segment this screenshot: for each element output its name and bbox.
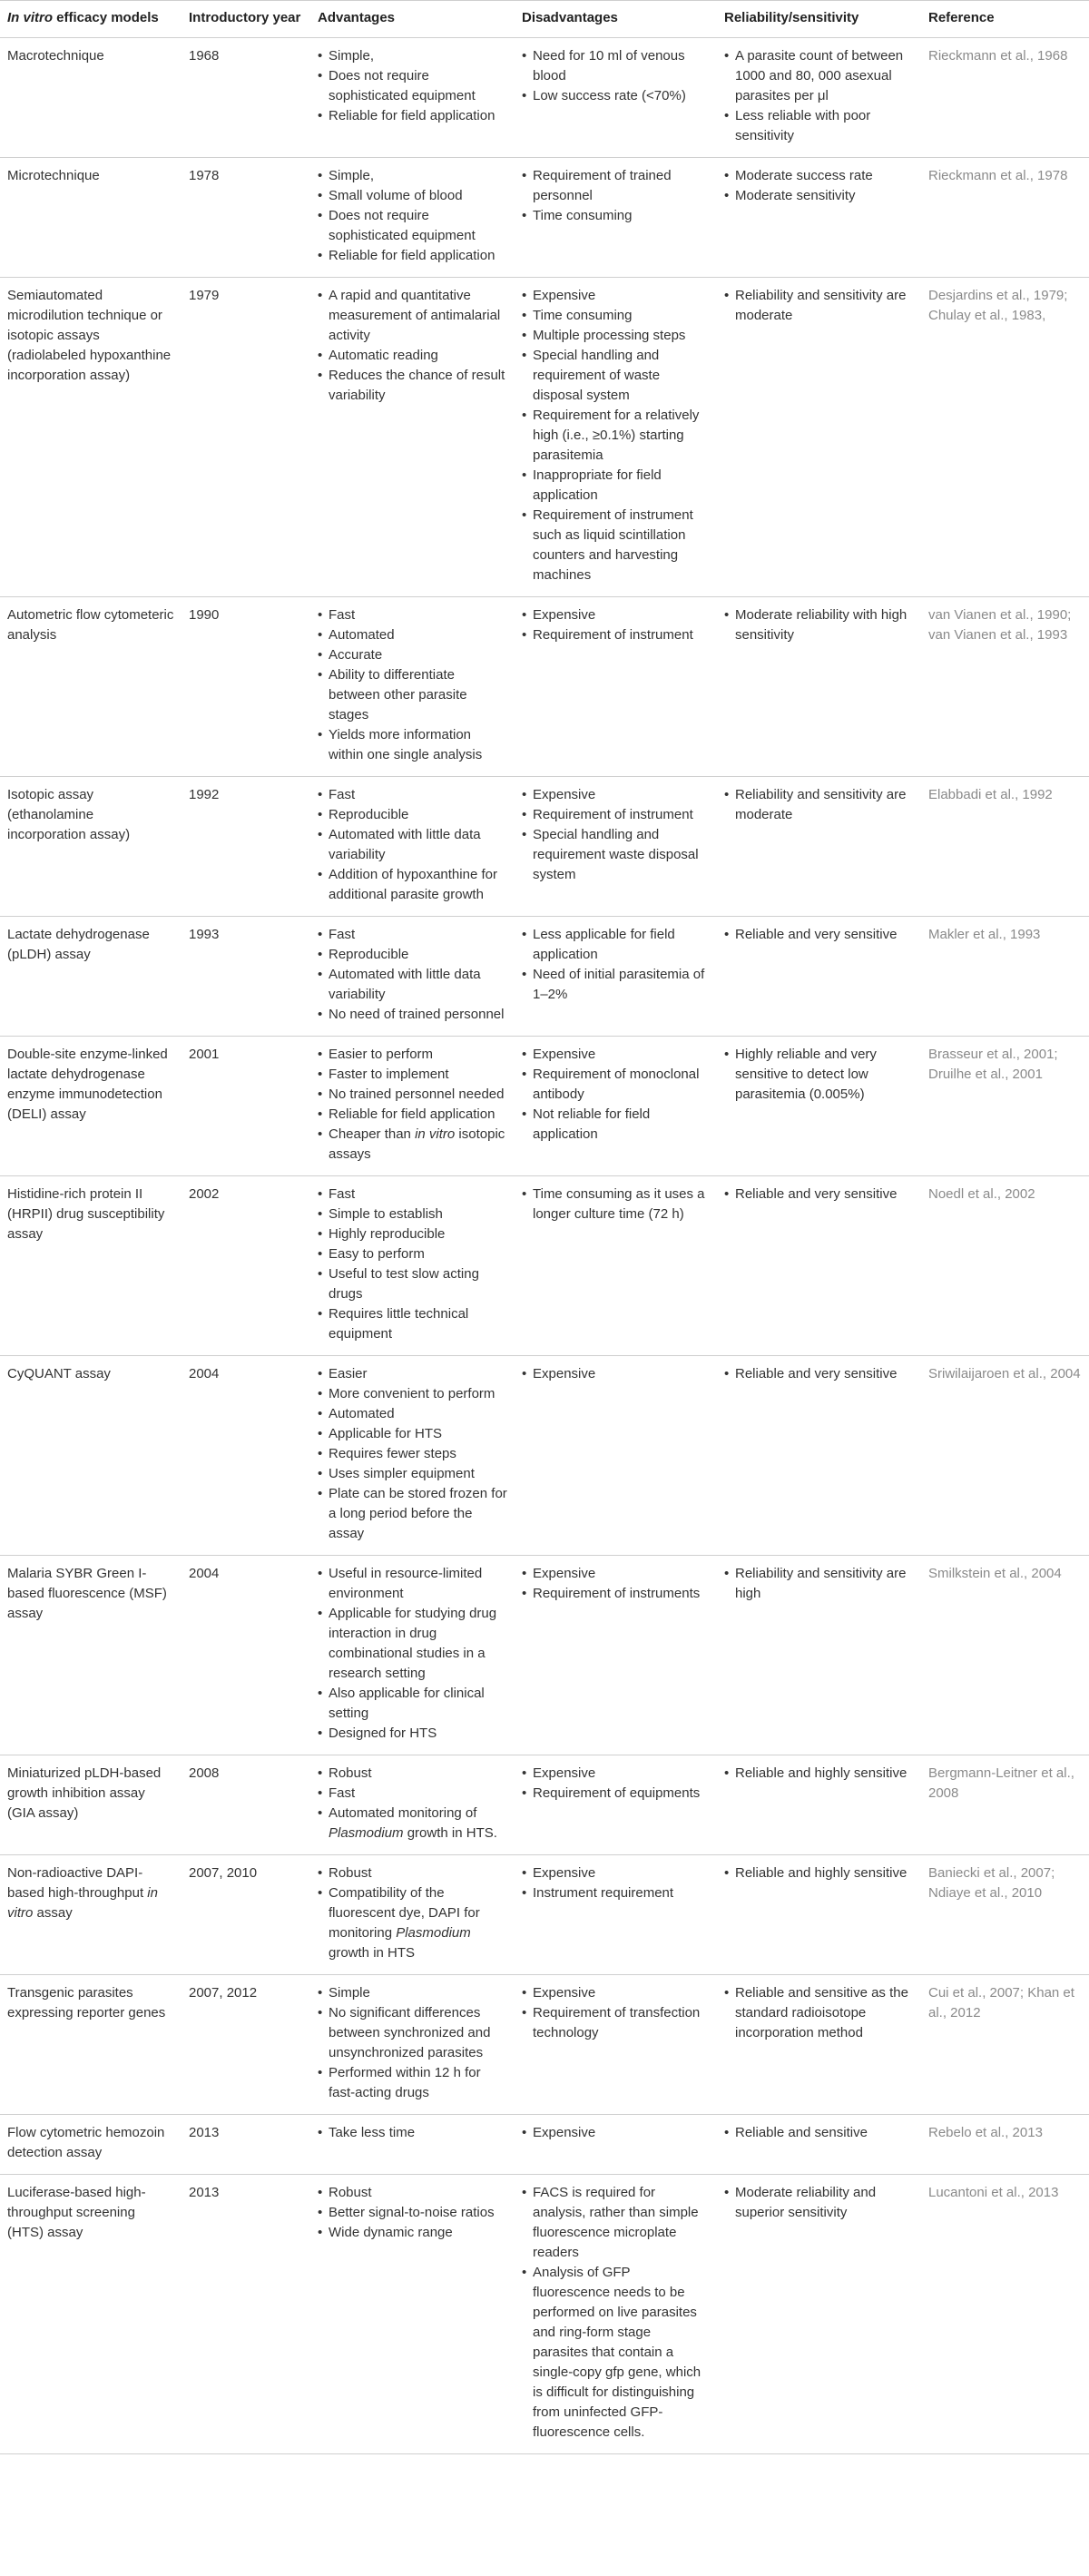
list-item: • Highly reliable and very sensitive to detect low parasitemia (0.005%)	[724, 1045, 914, 1105]
advantages-cell	[310, 278, 515, 597]
list-item: • Requirement of instruments	[522, 1584, 710, 1604]
year-cell: 1990	[182, 597, 310, 777]
list-item: • Reliable and very sensitive	[724, 1364, 914, 1384]
header-model-rest: efficacy models	[53, 10, 159, 25]
advantages-list	[318, 1045, 507, 1165]
list-item: • Robust	[318, 1863, 507, 1883]
advantages-cell	[310, 1176, 515, 1356]
year-cell: 2002	[182, 1176, 310, 1356]
list-item: • Easy to perform	[318, 1244, 507, 1264]
table-row	[0, 158, 1089, 278]
table-row	[0, 1037, 1089, 1176]
list-item: • Low success rate (<70%)	[522, 86, 710, 106]
list-item: • Time consuming	[522, 306, 710, 326]
model-cell: Isotopic assay (ethanolamine incorporation assay)	[0, 777, 182, 917]
advantages-list	[318, 2183, 507, 2243]
disadvantages-list	[522, 166, 710, 226]
reliability-cell	[717, 1975, 921, 2115]
reliability-cell	[717, 38, 921, 158]
list-item: • Simple,	[318, 166, 507, 186]
list-item: • Moderate reliability with high sensitivity	[724, 605, 914, 645]
list-item: • Compatibility of the fluorescent dye, DAPI for monitoring Plasmodium growth in HTS	[318, 1883, 507, 1963]
year-cell: 2013	[182, 2115, 310, 2175]
reliability-list	[724, 785, 914, 825]
reference-cell: Elabbadi et al., 1992	[921, 777, 1089, 917]
reliability-list	[724, 286, 914, 326]
reliability-list	[724, 1983, 914, 2043]
list-item: • Small volume of blood	[318, 186, 507, 206]
advantages-cell	[310, 1855, 515, 1975]
list-item: • Accurate	[318, 645, 507, 665]
reference-cell: Desjardins et al., 1979; Chulay et al., 1983,	[921, 278, 1089, 597]
list-item: • Reliable for field application	[318, 106, 507, 126]
list-item: • Expensive	[522, 1983, 710, 2003]
reference-cell: Sriwilaijaroen et al., 2004	[921, 1356, 1089, 1556]
list-item: • Expensive	[522, 2123, 710, 2143]
list-item: • A parasite count of between 1000 and 80, 000 asexual parasites per μl	[724, 46, 914, 106]
disadvantages-list	[522, 1764, 710, 1804]
disadvantages-cell	[515, 1755, 717, 1855]
header-reference: Reference	[921, 1, 1089, 38]
model-cell: Malaria SYBR Green I-based fluorescence (MSF) assay	[0, 1556, 182, 1755]
list-item: • Automated	[318, 625, 507, 645]
reference-cell: Smilkstein et al., 2004	[921, 1556, 1089, 1755]
list-item: • Simple,	[318, 46, 507, 66]
disadvantages-list	[522, 1045, 710, 1145]
reliability-cell	[717, 2175, 921, 2454]
header-reliability: Reliability/sensitivity	[717, 1, 921, 38]
reference-cell: Bergmann-Leitner et al., 2008	[921, 1755, 1089, 1855]
disadvantages-list	[522, 2123, 710, 2143]
list-item: • No trained personnel needed	[318, 1085, 507, 1105]
list-item: • Reproducible	[318, 805, 507, 825]
list-item: • Take less time	[318, 2123, 507, 2143]
disadvantages-list	[522, 46, 710, 106]
year-cell: 1993	[182, 917, 310, 1037]
reliability-cell	[717, 2115, 921, 2175]
list-item: • Useful in resource-limited environment	[318, 1564, 507, 1604]
list-item: • Ability to differentiate between other parasite stages	[318, 665, 507, 725]
list-item: • Robust	[318, 2183, 507, 2203]
advantages-cell	[310, 597, 515, 777]
list-item: • Performed within 12 h for fast-acting drugs	[318, 2063, 507, 2103]
list-item: • Expensive	[522, 1863, 710, 1883]
list-item: • Time consuming	[522, 206, 710, 226]
list-item: • Expensive	[522, 1045, 710, 1065]
year-cell: 2001	[182, 1037, 310, 1176]
reliability-cell	[717, 1755, 921, 1855]
reference-cell: Baniecki et al., 2007; Ndiaye et al., 2010	[921, 1855, 1089, 1975]
advantages-cell	[310, 1037, 515, 1176]
list-item: • Reduces the chance of result variability	[318, 366, 507, 406]
table-row	[0, 1975, 1089, 2115]
list-item: • Does not require sophisticated equipment	[318, 206, 507, 246]
list-item: • Wide dynamic range	[318, 2223, 507, 2243]
table-header	[0, 1, 1089, 38]
table-row	[0, 777, 1089, 917]
reference-cell: Lucantoni et al., 2013	[921, 2175, 1089, 2454]
list-item: • Requirement of equipments	[522, 1784, 710, 1804]
advantages-list	[318, 166, 507, 266]
year-cell: 1979	[182, 278, 310, 597]
list-item: • Instrument requirement	[522, 1883, 710, 1903]
disadvantages-list	[522, 286, 710, 585]
advantages-cell	[310, 2115, 515, 2175]
list-item: • Automated	[318, 1404, 507, 1424]
disadvantages-list	[522, 1185, 710, 1224]
advantages-cell	[310, 2175, 515, 2454]
table-row	[0, 1176, 1089, 1356]
disadvantages-cell	[515, 1037, 717, 1176]
disadvantages-cell	[515, 2115, 717, 2175]
advantages-list	[318, 925, 507, 1025]
list-item: • Moderate sensitivity	[724, 186, 914, 206]
list-item: • Reliable and highly sensitive	[724, 1764, 914, 1784]
list-item: • Expensive	[522, 1564, 710, 1584]
list-item: • Requirement for a relatively high (i.e., ≥0.1%) starting parasitemia	[522, 406, 710, 466]
list-item: • Plate can be stored frozen for a long period before the assay	[318, 1484, 507, 1544]
header-disadvantages: Disadvantages	[515, 1, 717, 38]
list-item: • A rapid and quantitative measurement of antimalarial activity	[318, 286, 507, 346]
advantages-cell	[310, 38, 515, 158]
list-item: • Yields more information within one single analysis	[318, 725, 507, 765]
reliability-list	[724, 1863, 914, 1883]
list-item: • Requires fewer steps	[318, 1444, 507, 1464]
year-cell: 2008	[182, 1755, 310, 1855]
advantages-list	[318, 1863, 507, 1963]
reliability-cell	[717, 917, 921, 1037]
list-item: • Less applicable for field application	[522, 925, 710, 965]
list-item: • Better signal-to-noise ratios	[318, 2203, 507, 2223]
list-item: • Expensive	[522, 1764, 710, 1784]
list-item: • Cheaper than in vitro isotopic assays	[318, 1125, 507, 1165]
reliability-list	[724, 2123, 914, 2143]
advantages-list	[318, 1564, 507, 1744]
table-body	[0, 38, 1089, 2454]
advantages-list	[318, 1983, 507, 2103]
model-cell: Histidine-rich protein II (HRPII) drug susceptibility assay	[0, 1176, 182, 1356]
list-item: • Reliability and sensitivity are high	[724, 1564, 914, 1604]
list-item: • Requires little technical equipment	[318, 1304, 507, 1344]
model-cell: Microtechnique	[0, 158, 182, 278]
list-item: • Automated with little data variability	[318, 825, 507, 865]
list-item: • Applicable for HTS	[318, 1424, 507, 1444]
advantages-list	[318, 1185, 507, 1344]
reference-cell: Rieckmann et al., 1978	[921, 158, 1089, 278]
header-model	[0, 1, 182, 38]
list-item: • Special handling and requirement waste disposal system	[522, 825, 710, 885]
header-year: Introductory year	[182, 1, 310, 38]
list-item: • Requirement of instrument	[522, 805, 710, 825]
reliability-cell	[717, 1556, 921, 1755]
model-cell: Lactate dehydrogenase (pLDH) assay	[0, 917, 182, 1037]
list-item: • Reliable for field application	[318, 1105, 507, 1125]
model-cell: Macrotechnique	[0, 38, 182, 158]
year-cell: 2004	[182, 1356, 310, 1556]
table-row	[0, 1556, 1089, 1755]
list-item: • Moderate success rate	[724, 166, 914, 186]
reliability-list	[724, 166, 914, 206]
reliability-cell	[717, 1855, 921, 1975]
list-item: • Useful to test slow acting drugs	[318, 1264, 507, 1304]
list-item: • Simple to establish	[318, 1204, 507, 1224]
reliability-list	[724, 1364, 914, 1384]
advantages-list	[318, 1764, 507, 1844]
list-item: • Expensive	[522, 785, 710, 805]
reference-cell: Brasseur et al., 2001; Druilhe et al., 2001	[921, 1037, 1089, 1176]
list-item: • Multiple processing steps	[522, 326, 710, 346]
disadvantages-cell	[515, 278, 717, 597]
list-item: • Requirement of instrument	[522, 625, 710, 645]
model-cell: Double-site enzyme-linked lactate dehydrogenase enzyme immunodetection (DELI) assay	[0, 1037, 182, 1176]
year-cell: 1968	[182, 38, 310, 158]
header-model-italic: In vitro	[7, 10, 54, 25]
table-row	[0, 2115, 1089, 2175]
list-item: • Does not require sophisticated equipment	[318, 66, 507, 106]
advantages-list	[318, 2123, 507, 2143]
list-item: • Inappropriate for field application	[522, 466, 710, 506]
list-item: • Easier	[318, 1364, 507, 1384]
year-cell: 1978	[182, 158, 310, 278]
list-item: • Fast	[318, 925, 507, 945]
reliability-list	[724, 1764, 914, 1784]
list-item: • Reliable and sensitive	[724, 2123, 914, 2143]
disadvantages-list	[522, 605, 710, 645]
list-item: • Requirement of instrument such as liquid scintillation counters and harvesting machines	[522, 506, 710, 585]
list-item: • Reliable and very sensitive	[724, 925, 914, 945]
list-item: • Reliable for field application	[318, 246, 507, 266]
reference-cell: Makler et al., 1993	[921, 917, 1089, 1037]
reliability-list	[724, 1564, 914, 1604]
advantages-cell	[310, 158, 515, 278]
list-item: • Need for 10 ml of venous blood	[522, 46, 710, 86]
list-item: • Need of initial parasitemia of 1–2%	[522, 965, 710, 1005]
advantages-cell	[310, 777, 515, 917]
reliability-cell	[717, 278, 921, 597]
reliability-cell	[717, 777, 921, 917]
model-cell: Transgenic parasites expressing reporter genes	[0, 1975, 182, 2115]
list-item: • Designed for HTS	[318, 1724, 507, 1744]
disadvantages-cell	[515, 917, 717, 1037]
reference-cell: Noedl et al., 2002	[921, 1176, 1089, 1356]
list-item: • Robust	[318, 1764, 507, 1784]
model-cell: Non-radioactive DAPI-based high-throughput in vitro assay	[0, 1855, 182, 1975]
reliability-list	[724, 605, 914, 645]
reference-cell: Cui et al., 2007; Khan et al., 2012	[921, 1975, 1089, 2115]
advantages-cell	[310, 1556, 515, 1755]
list-item: • Requirement of trained personnel	[522, 166, 710, 206]
advantages-list	[318, 46, 507, 126]
list-item: • Expensive	[522, 1364, 710, 1384]
table-row	[0, 2175, 1089, 2454]
disadvantages-list	[522, 785, 710, 885]
reliability-cell	[717, 1356, 921, 1556]
reliability-cell	[717, 1176, 921, 1356]
model-cell: Flow cytometric hemozoin detection assay	[0, 2115, 182, 2175]
table-row	[0, 1855, 1089, 1975]
advantages-cell	[310, 917, 515, 1037]
list-item: • Moderate reliability and superior sensitivity	[724, 2183, 914, 2223]
disadvantages-cell	[515, 777, 717, 917]
year-cell: 2013	[182, 2175, 310, 2454]
list-item: • Reliability and sensitivity are moderate	[724, 785, 914, 825]
list-item: • Automated with little data variability	[318, 965, 507, 1005]
reliability-list	[724, 1045, 914, 1105]
list-item: • Applicable for studying drug interaction in drug combinational studies in a research setting	[318, 1604, 507, 1684]
list-item: • Requirement of monoclonal antibody	[522, 1065, 710, 1105]
advantages-list	[318, 785, 507, 905]
disadvantages-cell	[515, 1975, 717, 2115]
list-item: • Fast	[318, 605, 507, 625]
year-cell: 2007, 2010	[182, 1855, 310, 1975]
list-item: • Expensive	[522, 605, 710, 625]
header-advantages: Advantages	[310, 1, 515, 38]
list-item: • Reliable and very sensitive	[724, 1185, 914, 1204]
list-item: • Faster to implement	[318, 1065, 507, 1085]
list-item: • Uses simpler equipment	[318, 1464, 507, 1484]
year-cell: 1992	[182, 777, 310, 917]
list-item: • Also applicable for clinical setting	[318, 1684, 507, 1724]
disadvantages-list	[522, 1364, 710, 1384]
disadvantages-list	[522, 925, 710, 1005]
list-item: • Fast	[318, 785, 507, 805]
year-cell: 2004	[182, 1556, 310, 1755]
list-item: • Fast	[318, 1784, 507, 1804]
reliability-list	[724, 1185, 914, 1204]
year-cell: 2007, 2012	[182, 1975, 310, 2115]
disadvantages-cell	[515, 1855, 717, 1975]
disadvantages-cell	[515, 2175, 717, 2454]
list-item: • Addition of hypoxanthine for additional parasite growth	[318, 865, 507, 905]
list-item: • No significant differences between synchronized and unsynchronized parasites	[318, 2003, 507, 2063]
list-item: • Expensive	[522, 286, 710, 306]
list-item: • Requirement of transfection technology	[522, 2003, 710, 2043]
header-row	[0, 1, 1089, 38]
list-item: • No need of trained personnel	[318, 1005, 507, 1025]
disadvantages-cell	[515, 158, 717, 278]
model-cell: Autometric flow cytometeric analysis	[0, 597, 182, 777]
list-item: • More convenient to perform	[318, 1384, 507, 1404]
reliability-list	[724, 46, 914, 146]
reliability-list	[724, 2183, 914, 2223]
disadvantages-list	[522, 2183, 710, 2443]
disadvantages-cell	[515, 597, 717, 777]
table-row	[0, 38, 1089, 158]
list-item: • Not reliable for field application	[522, 1105, 710, 1145]
reliability-list	[724, 925, 914, 945]
disadvantages-cell	[515, 1356, 717, 1556]
reference-cell: van Vianen et al., 1990; van Vianen et al., 1993	[921, 597, 1089, 777]
list-item: • Analysis of GFP fluorescence needs to be performed on live parasites and ring-form stage parasites that contain a single-copy gfp gene, which is difficult for distinguishing from uninfected GFP-fluorescence cells.	[522, 2263, 710, 2443]
model-cell: CyQUANT assay	[0, 1356, 182, 1556]
list-item: • Time consuming as it uses a longer culture time (72 h)	[522, 1185, 710, 1224]
list-item: • Automatic reading	[318, 346, 507, 366]
advantages-list	[318, 605, 507, 765]
advantages-list	[318, 286, 507, 406]
disadvantages-list	[522, 1983, 710, 2043]
reliability-cell	[717, 158, 921, 278]
list-item: • Highly reproducible	[318, 1224, 507, 1244]
disadvantages-list	[522, 1863, 710, 1903]
list-item: • Reliable and sensitive as the standard radioisotope incorporation method	[724, 1983, 914, 2043]
list-item: • Easier to perform	[318, 1045, 507, 1065]
list-item: • Less reliable with poor sensitivity	[724, 106, 914, 146]
list-item: • Simple	[318, 1983, 507, 2003]
disadvantages-cell	[515, 1556, 717, 1755]
reliability-cell	[717, 1037, 921, 1176]
reference-cell: Rieckmann et al., 1968	[921, 38, 1089, 158]
advantages-list	[318, 1364, 507, 1544]
table-row	[0, 917, 1089, 1037]
list-item: • Automated monitoring of Plasmodium growth in HTS.	[318, 1804, 507, 1844]
table-row	[0, 597, 1089, 777]
model-cell: Miniaturized pLDH-based growth inhibition assay (GIA assay)	[0, 1755, 182, 1855]
table-row	[0, 278, 1089, 597]
list-item: • Fast	[318, 1185, 507, 1204]
disadvantages-list	[522, 1564, 710, 1604]
reference-cell: Rebelo et al., 2013	[921, 2115, 1089, 2175]
table-row	[0, 1356, 1089, 1556]
list-item: • Reliable and highly sensitive	[724, 1863, 914, 1883]
model-cell: Semiautomated microdilution technique or isotopic assays (radiolabeled hypoxanthine incorporation assay)	[0, 278, 182, 597]
list-item: • Reproducible	[318, 945, 507, 965]
list-item: • FACS is required for analysis, rather than simple fluorescence microplate readers	[522, 2183, 710, 2263]
advantages-cell	[310, 1975, 515, 2115]
reliability-cell	[717, 597, 921, 777]
model-cell: Luciferase-based high-throughput screening (HTS) assay	[0, 2175, 182, 2454]
list-item: • Reliability and sensitivity are moderate	[724, 286, 914, 326]
disadvantages-cell	[515, 1176, 717, 1356]
list-item: • Special handling and requirement of waste disposal system	[522, 346, 710, 406]
disadvantages-cell	[515, 38, 717, 158]
table-row	[0, 1755, 1089, 1855]
advantages-cell	[310, 1356, 515, 1556]
advantages-cell	[310, 1755, 515, 1855]
